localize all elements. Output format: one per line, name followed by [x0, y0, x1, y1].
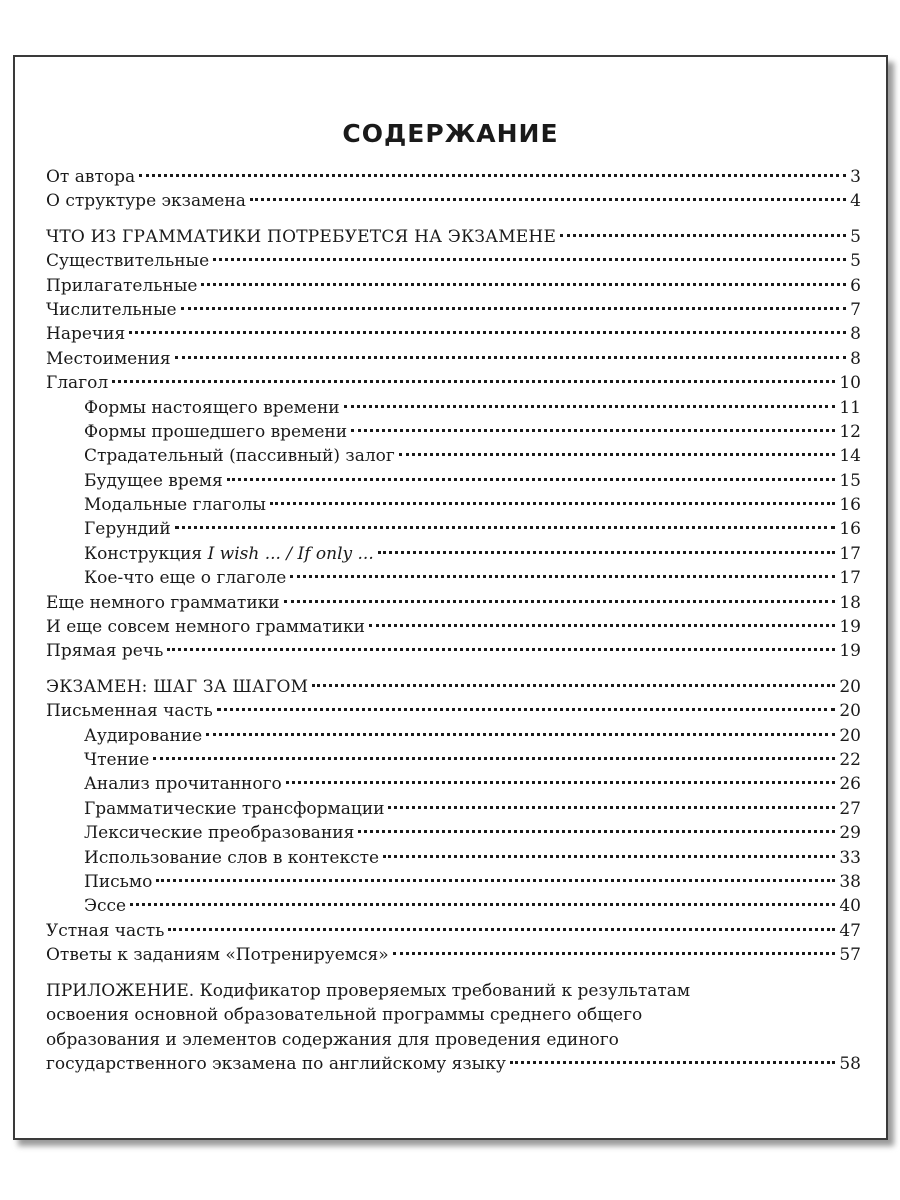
toc-entry-label: ЧТО ИЗ ГРАММАТИКИ ПОТРЕБУЕТСЯ НА ЭКЗАМЕНЕ: [46, 226, 557, 247]
toc-entry-page: 16: [839, 495, 861, 516]
toc-entry-page: 16: [839, 519, 861, 540]
toc-subentry: [46, 566, 861, 590]
toc-entry-page: 4: [850, 191, 861, 212]
toc-entry-label: Числительные: [46, 299, 177, 320]
toc-entry-label: Герундий: [84, 519, 171, 540]
leader-dots: [217, 707, 836, 711]
leader-dots: [388, 805, 835, 809]
toc-entry-label: О структуре экзамена: [46, 191, 246, 212]
toc-entry-label: Глагол: [46, 373, 109, 394]
leader-dots: [175, 355, 847, 359]
toc-entry-page: 5: [850, 226, 861, 247]
toc-entry-page: 18: [839, 592, 861, 613]
leader-dots: [156, 878, 835, 882]
toc-entry-page: 7: [850, 299, 861, 320]
toc-entry-page: 12: [839, 421, 861, 442]
appendix-line: образования и элементов содержания для проведения единого: [46, 1029, 619, 1050]
toc-subentry: [46, 846, 861, 870]
toc-entry-page: 40: [839, 896, 861, 917]
leader-dots: [175, 525, 836, 529]
document-page: [13, 55, 888, 1140]
toc-entry-label-italic: I wish ... / If only ...: [207, 543, 374, 564]
toc-entry-label: Чтение: [84, 749, 150, 770]
toc-entry: [46, 371, 861, 395]
toc-entry-page: 8: [850, 324, 861, 345]
leader-dots: [358, 829, 835, 833]
toc-entry-label: От автора: [46, 167, 136, 187]
toc-entry: [46, 615, 861, 639]
toc-entry-label: [84, 542, 374, 566]
toc-entry-label: Письменная часть: [46, 701, 213, 722]
toc-entry: [46, 298, 861, 322]
leader-dots: [206, 732, 835, 736]
toc-entry-label: Ответы к заданиям «Потренируемся»: [46, 945, 389, 966]
toc-entry-page: 11: [839, 397, 861, 418]
toc-entry-label: Прилагательные: [46, 275, 198, 296]
leader-dots: [290, 574, 835, 578]
leader-dots: [153, 756, 835, 760]
toc-entry-page: 19: [839, 641, 861, 662]
toc-entry-page: 26: [839, 774, 861, 795]
toc-entry-page: 5: [850, 251, 861, 272]
toc-entry-label: Еще немного грамматики: [46, 592, 280, 613]
toc-entry-label: Местоимения: [46, 348, 171, 369]
toc-section-heading: [46, 675, 861, 699]
toc-entry-page: 6: [850, 275, 861, 296]
leader-dots: [351, 428, 835, 432]
toc-entry-label-text: Конструкция: [84, 543, 203, 564]
toc-entry-page: 20: [839, 701, 861, 722]
toc-entry: [46, 919, 861, 943]
toc-subentry: [46, 894, 861, 918]
toc-entry-label: Эссе: [84, 896, 127, 917]
toc-entry-page: 20: [839, 676, 861, 697]
toc-entry-label: Лексические преобразования: [84, 823, 355, 844]
toc-subentry: [46, 469, 861, 493]
toc-entry-label: Письмо: [84, 871, 153, 892]
appendix-line: государственного экзамена по английскому языку: [46, 1054, 506, 1075]
toc-subentry: [46, 748, 861, 772]
leader-dots: [399, 452, 836, 456]
toc-entry-label: Использование слов в контексте: [84, 847, 380, 868]
leader-dots: [227, 477, 836, 481]
toc-subentry: [46, 444, 861, 468]
toc-entry-page: 8: [850, 348, 861, 369]
leader-dots: [344, 404, 836, 408]
toc-subentry: [46, 870, 861, 894]
toc-entry-label: Существительные: [46, 251, 210, 272]
toc-entry-page: 58: [839, 1054, 861, 1075]
toc-entry: [46, 639, 861, 663]
leader-dots: [201, 282, 846, 286]
toc-subentry: [46, 396, 861, 420]
toc-subentry: [46, 542, 861, 566]
toc-entry-label: Кое-что еще о глаголе: [84, 568, 287, 589]
leader-dots: [129, 330, 846, 334]
toc-entry-label: Модальные глаголы: [84, 495, 266, 516]
toc-entry-page: 10: [839, 373, 861, 394]
toc-entry-page: 3: [850, 167, 861, 187]
toc-entry: [46, 165, 861, 189]
leader-dots: [383, 854, 835, 858]
appendix-line: ПРИЛОЖЕНИЕ. Кодификатор проверяемых требований к результатам: [46, 980, 691, 1001]
leader-dots: [139, 173, 846, 177]
leader-dots: [312, 683, 835, 687]
toc-entry-label: Страдательный (пассивный) залог: [84, 446, 395, 467]
leader-dots: [378, 550, 836, 554]
leader-dots: [286, 780, 836, 784]
leader-dots: [130, 902, 835, 906]
toc-entry-label: ЭКЗАМЕН: ШАГ ЗА ШАГОМ: [46, 676, 309, 697]
toc-entry-page: 15: [839, 470, 861, 491]
toc-entry: [46, 189, 861, 213]
toc-entry-page: 27: [839, 798, 861, 819]
toc-entry-label: Устная часть: [46, 920, 165, 941]
toc-entry-page: 33: [839, 847, 861, 868]
toc-entry-page: 47: [839, 920, 861, 941]
toc-entry: [46, 591, 861, 615]
toc-entry: [46, 699, 861, 723]
toc-entry-label: Анализ прочитанного: [84, 774, 282, 795]
toc-entry-page: 57: [839, 945, 861, 966]
leader-dots: [284, 599, 836, 603]
leader-dots: [181, 306, 847, 310]
leader-dots: [213, 257, 846, 261]
toc-entry: [46, 322, 861, 346]
leader-dots: [250, 197, 846, 201]
toc-entry-label: Наречия: [46, 324, 126, 345]
toc-entry-label: Будущее время: [84, 470, 223, 491]
leader-dots: [560, 233, 846, 237]
toc-entry-label: Формы настоящего времени: [84, 397, 340, 418]
appendix-line: освоения основной образовательной программы среднего общего: [46, 1005, 643, 1026]
toc-entry: [46, 274, 861, 298]
toc-entry-label: Грамматические трансформации: [84, 798, 385, 819]
toc-entry-label: Прямая речь: [46, 641, 164, 662]
toc-section-heading: [46, 225, 861, 249]
appendix-last-line: [46, 1052, 861, 1076]
toc-entry-label: Формы прошедшего времени: [84, 421, 348, 442]
toc-entry-label: И еще совсем немного грамматики: [46, 617, 366, 638]
toc-appendix-entry: [46, 979, 861, 1077]
toc-entry-page: 20: [839, 725, 861, 746]
toc-entry: [46, 347, 861, 371]
table-of-contents: [46, 165, 861, 1077]
toc-subentry: [46, 797, 861, 821]
toc-subentry: [46, 420, 861, 444]
toc-entry-page: 17: [839, 568, 861, 589]
toc-entry: [46, 943, 861, 967]
toc-entry-page: 14: [839, 446, 861, 467]
toc-entry-page: 22: [839, 749, 861, 770]
toc-entry: [46, 249, 861, 273]
leader-dots: [510, 1060, 836, 1064]
leader-dots: [168, 927, 835, 931]
toc-subentry: [46, 821, 861, 845]
toc-entry-page: 29: [839, 823, 861, 844]
toc-subentry: [46, 724, 861, 748]
toc-entry-page: 19: [839, 617, 861, 638]
leader-dots: [369, 623, 835, 627]
leader-dots: [112, 379, 835, 383]
toc-entry-page: 17: [839, 543, 861, 564]
leader-dots: [393, 951, 836, 955]
toc-entry-page: 38: [839, 871, 861, 892]
toc-subentry: [46, 493, 861, 517]
toc-entry-label: Аудирование: [84, 725, 203, 746]
toc-subentry: [46, 772, 861, 796]
leader-dots: [270, 501, 835, 505]
page-title: СОДЕРЖАНИЕ: [342, 119, 559, 148]
toc-subentry: [46, 517, 861, 541]
leader-dots: [167, 647, 835, 651]
